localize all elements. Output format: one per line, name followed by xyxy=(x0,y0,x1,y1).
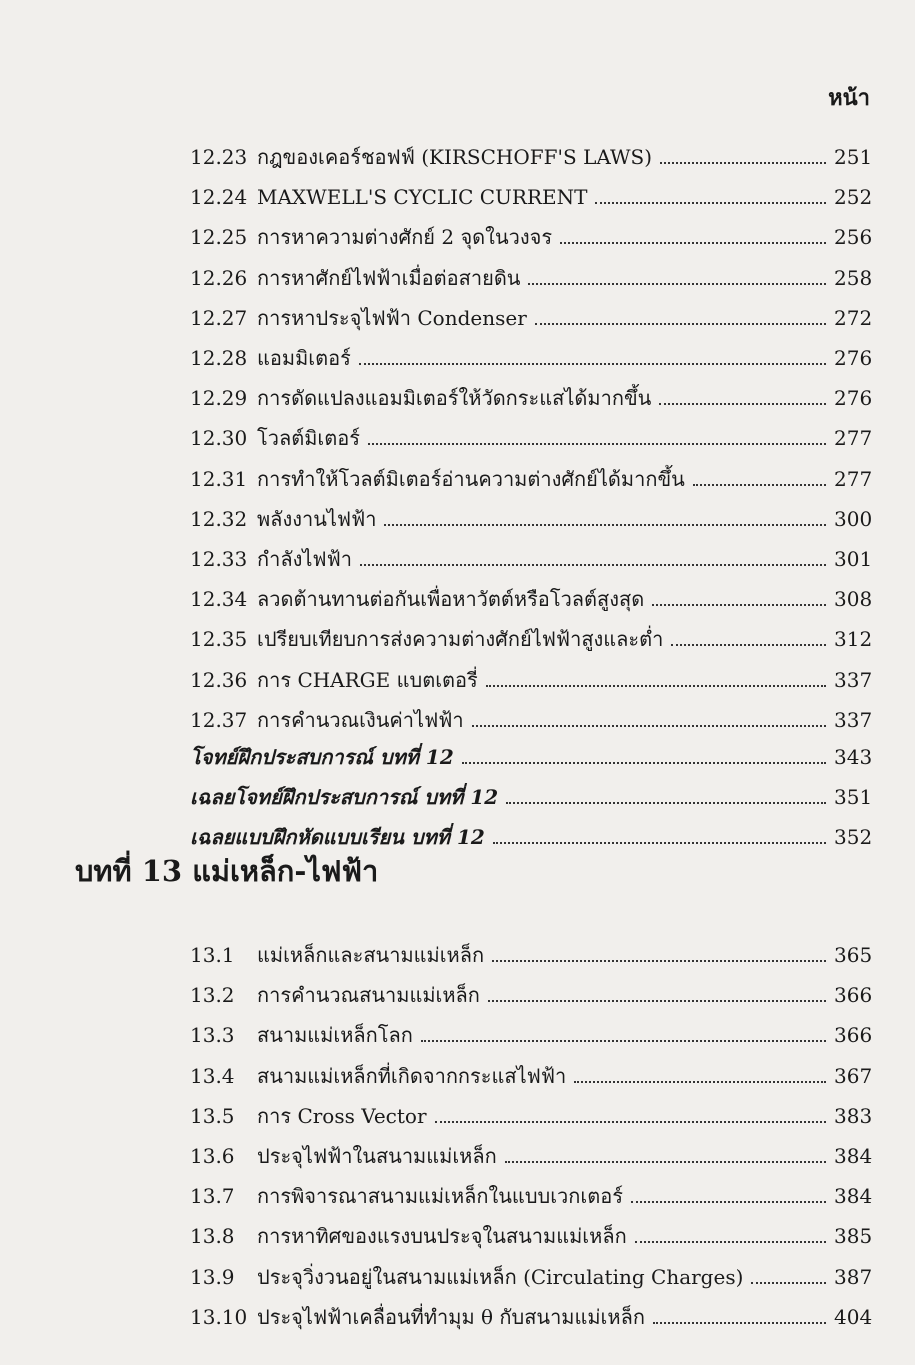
toc-row xyxy=(190,975,872,1015)
toc-title: สนามแม่เหล็กโลก xyxy=(257,1023,413,1048)
dot-leader xyxy=(506,802,826,804)
toc-title: ประจุวิ่งวนอยู่ในสนามแม่เหล็ก (Circulating Charges) xyxy=(257,1264,744,1289)
toc-row xyxy=(190,459,872,499)
toc-page-number: 384 xyxy=(834,1184,873,1209)
toc-number: 12.35 xyxy=(190,627,248,652)
dot-leader xyxy=(560,242,826,244)
dot-leader xyxy=(505,1161,826,1163)
toc-row xyxy=(190,1056,872,1096)
toc-page-number: 252 xyxy=(834,185,873,210)
toc-page-number: 351 xyxy=(834,785,873,809)
toc-title: การทำให้โวลต์มิเตอร์อ่านความต่างศักย์ได้มากขึ้น xyxy=(257,466,685,491)
toc-title: พลังงานไฟฟ้า xyxy=(257,506,377,531)
dot-leader xyxy=(462,762,826,764)
toc-title: การพิจารณาสนามแม่เหล็กในแบบเวกเตอร์ xyxy=(257,1184,623,1209)
toc-row xyxy=(190,1297,872,1337)
toc-title: โจทย์ฝึกประสบการณ์ บทที่ 12 xyxy=(190,745,454,769)
toc-number: 13.1 xyxy=(190,943,235,967)
toc-title: การหาประจุไฟฟ้า Condenser xyxy=(257,305,527,330)
dot-leader xyxy=(421,1040,826,1042)
toc-page-number: 276 xyxy=(834,346,873,370)
dot-leader xyxy=(653,1322,826,1324)
dot-leader xyxy=(671,644,826,646)
toc-page-number: 337 xyxy=(834,707,873,732)
toc-page-number: 301 xyxy=(834,547,873,571)
toc-row xyxy=(190,1015,872,1055)
toc-row xyxy=(190,298,872,338)
dot-leader xyxy=(435,1121,826,1123)
toc-row xyxy=(190,1176,872,1216)
toc-number: 12.31 xyxy=(190,466,248,491)
toc-number: 12.36 xyxy=(190,667,248,692)
dot-leader xyxy=(535,323,826,325)
toc-title: การคำนวณสนามแม่เหล็ก xyxy=(257,983,480,1008)
toc-title: การหาความต่างศักย์ 2 จุดในวงจร xyxy=(257,225,553,250)
toc-row xyxy=(190,660,872,700)
dot-leader xyxy=(472,725,826,727)
dot-leader xyxy=(493,842,826,844)
dot-leader xyxy=(384,524,826,526)
toc-title: MAXWELL'S CYCLIC CURRENT xyxy=(257,185,588,210)
toc-page-number: 277 xyxy=(834,426,873,451)
toc-row xyxy=(190,737,872,777)
toc-row xyxy=(190,700,872,740)
toc-page-number: 256 xyxy=(834,225,873,250)
toc-row xyxy=(190,539,872,579)
toc-number: 13.3 xyxy=(190,1023,235,1048)
dot-leader xyxy=(488,1000,826,1002)
toc-page-number: 277 xyxy=(834,466,873,491)
dot-leader xyxy=(631,1201,826,1203)
dot-leader xyxy=(528,283,826,285)
toc-page-number: 366 xyxy=(834,1023,873,1048)
toc-number: 12.23 xyxy=(190,145,248,169)
page-column-label: หน้า xyxy=(828,85,870,111)
toc-page-number: 384 xyxy=(834,1144,873,1168)
dot-leader xyxy=(652,604,826,606)
toc-number: 13.8 xyxy=(190,1224,235,1249)
toc-page-number: 300 xyxy=(834,506,873,531)
toc-page-number: 367 xyxy=(834,1063,873,1088)
dot-leader xyxy=(635,1241,826,1243)
toc-row xyxy=(190,177,872,217)
toc-number: 13.2 xyxy=(190,983,235,1008)
toc-page-number: 366 xyxy=(834,983,873,1008)
toc-title: สนามแม่เหล็กที่เกิดจากกระแสไฟฟ้า xyxy=(257,1063,567,1088)
toc-title: การดัดแปลงแอมมิเตอร์ให้วัดกระแสได้มากขึ้น xyxy=(257,386,652,411)
toc-number: 13.7 xyxy=(190,1184,235,1209)
toc-number: 13.6 xyxy=(190,1144,235,1168)
toc-title: กำลังไฟฟ้า xyxy=(257,547,352,571)
chapter-13-heading: บทที่ 13 แม่เหล็ก-ไฟฟ้า xyxy=(75,854,379,888)
toc-page-number: 276 xyxy=(834,386,873,411)
toc-number: 13.5 xyxy=(190,1103,235,1128)
toc-title: การหาทิศของแรงบนประจุในสนามแม่เหล็ก xyxy=(257,1224,627,1249)
dot-leader xyxy=(595,202,826,204)
toc-row xyxy=(190,1096,872,1136)
toc-title: กฎของเคอร์ชอฟฟ์ (KIRSCHOFF'S LAWS) xyxy=(257,145,653,169)
toc-row xyxy=(190,378,872,418)
dot-leader xyxy=(359,363,826,365)
toc-row xyxy=(190,418,872,458)
toc-row xyxy=(190,935,872,975)
toc-page-number: 258 xyxy=(834,265,873,290)
toc-number: 12.33 xyxy=(190,547,248,571)
toc-number: 12.27 xyxy=(190,305,248,330)
toc-number: 12.29 xyxy=(190,386,248,411)
dot-leader xyxy=(492,960,826,962)
toc-row xyxy=(190,258,872,298)
toc-number: 12.25 xyxy=(190,225,248,250)
toc-page-number: 343 xyxy=(834,745,873,769)
dot-leader xyxy=(486,685,826,687)
toc-row xyxy=(190,217,872,257)
toc-title: แอมมิเตอร์ xyxy=(257,346,351,370)
toc-number: 12.28 xyxy=(190,346,248,370)
toc-title: การ CHARGE แบตเตอรี่ xyxy=(257,667,478,692)
dot-leader xyxy=(574,1081,826,1083)
toc-page-number: 312 xyxy=(834,627,873,652)
toc-page-number: 383 xyxy=(834,1103,873,1128)
dot-leader xyxy=(660,162,826,164)
toc-title: เฉลยแบบฝึกหัดแบบเรียน บทที่ 12 xyxy=(190,825,485,849)
toc-number: 12.26 xyxy=(190,265,248,290)
toc-title: การคำนวณเงินค่าไฟฟ้า xyxy=(257,707,464,732)
toc-row xyxy=(190,1136,872,1176)
toc-number: 12.24 xyxy=(190,185,248,210)
toc-title: การ Cross Vector xyxy=(257,1103,427,1128)
dot-leader xyxy=(360,564,826,566)
toc-number: 13.10 xyxy=(190,1304,248,1329)
toc-title: ประจุไฟฟ้าเคลื่อนที่ทำมุม θ กับสนามแม่เหล็ก xyxy=(257,1304,645,1329)
toc-number: 12.34 xyxy=(190,587,248,612)
toc-row xyxy=(190,1216,872,1256)
toc-number: 12.30 xyxy=(190,426,248,451)
toc-title: ลวดต้านทานต่อกันเพื่อหาวัตต์หรือโวลต์สูงสุด xyxy=(257,587,645,612)
toc-row xyxy=(190,499,872,539)
toc-row xyxy=(190,579,872,619)
toc-title: ประจุไฟฟ้าในสนามแม่เหล็ก xyxy=(257,1144,497,1168)
toc-title: โวลต์มิเตอร์ xyxy=(257,426,360,451)
toc-title: การหาศักย์ไฟฟ้าเมื่อต่อสายดิน xyxy=(257,265,521,290)
toc-page-number: 365 xyxy=(834,943,873,967)
toc-number: 13.4 xyxy=(190,1063,235,1088)
dot-leader xyxy=(751,1282,826,1284)
toc-page-number: 404 xyxy=(834,1304,873,1329)
toc-row xyxy=(190,137,872,177)
toc-page-number: 337 xyxy=(834,667,873,692)
toc-page-number: 251 xyxy=(834,145,873,169)
toc-number: 13.9 xyxy=(190,1264,235,1289)
toc-title: เปรียบเทียบการส่งความต่างศักย์ไฟฟ้าสูงและต่ำ xyxy=(257,627,664,652)
toc-page-number: 272 xyxy=(834,305,873,330)
toc-row xyxy=(190,1257,872,1297)
dot-leader xyxy=(693,484,826,486)
toc-row xyxy=(190,338,872,378)
toc-title: เฉลยโจทย์ฝึกประสบการณ์ บทที่ 12 xyxy=(190,785,499,809)
dot-leader xyxy=(368,443,826,445)
toc-number: 12.32 xyxy=(190,506,248,531)
toc-number: 12.37 xyxy=(190,707,248,732)
toc-title: แม่เหล็กและสนามแม่เหล็ก xyxy=(257,943,485,967)
toc-page-number: 387 xyxy=(834,1264,873,1289)
toc-page-number: 385 xyxy=(834,1224,873,1249)
toc-row xyxy=(190,777,872,817)
toc-row xyxy=(190,619,872,659)
toc-page-number: 308 xyxy=(834,587,873,612)
toc-page-number: 352 xyxy=(834,825,873,849)
dot-leader xyxy=(659,403,826,405)
